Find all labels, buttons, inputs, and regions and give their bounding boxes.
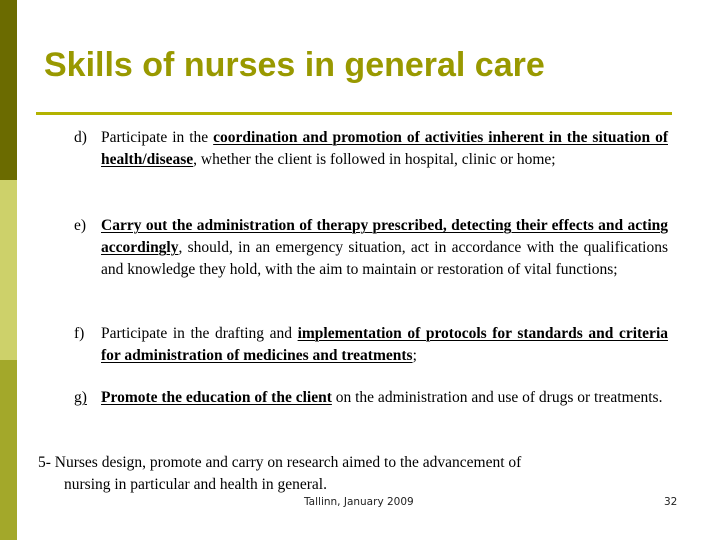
list-marker: f) — [74, 325, 85, 342]
list-item-text — [101, 127, 668, 171]
sidebar-accent-top — [0, 0, 17, 180]
list-marker: e) — [74, 217, 87, 234]
text-run: , should, in an emergency situation, act in accordance with the qualifications and knowledge they hold, with the aim to maintain or restoration of vital functions; — [101, 239, 668, 278]
list-item-g — [74, 387, 668, 409]
emphasized-text: Promote the education of the client — [101, 389, 332, 406]
emphasized-text: coordination and promotion of activities inherent in the situation of health/disease — [101, 129, 668, 168]
list-item-text — [101, 387, 668, 409]
list-item-e — [74, 215, 668, 281]
list-item-d — [74, 127, 668, 171]
list-item-text — [101, 323, 668, 367]
footer-text: Tallinn, January 2009 — [304, 496, 414, 508]
text-run: on the administration and use of drugs or treatments. — [331, 389, 663, 406]
text-run: ; — [412, 347, 417, 364]
title-underline — [36, 112, 672, 115]
sidebar-accent-middle — [0, 180, 17, 360]
list-item-f — [74, 323, 668, 367]
text-run: Participate in the drafting and — [101, 325, 298, 342]
page-number: 32 — [664, 496, 678, 508]
emphasized-text: implementation of protocols for standards and criteria for administration of medicines and treatments — [101, 325, 668, 364]
sidebar-accent-bottom — [0, 360, 17, 540]
list-item-text — [101, 215, 668, 281]
research-point-line-1: 5- Nurses design, promote and carry on research aimed to the advancement of — [38, 454, 522, 471]
research-point — [38, 452, 618, 496]
text-run: , whether the client is followed in hospital, clinic or home; — [193, 151, 556, 168]
slide-title: Skills of nurses in general care — [44, 46, 545, 84]
emphasized-text: Carry out the administration of therapy prescribed, detecting their effects and acting accordingly — [101, 217, 668, 256]
list-marker: d) — [74, 129, 87, 146]
text-run: Participate in the — [101, 129, 214, 146]
research-point-line-2: nursing in particular and health in general. — [64, 476, 327, 493]
list-marker: g) — [74, 389, 87, 406]
